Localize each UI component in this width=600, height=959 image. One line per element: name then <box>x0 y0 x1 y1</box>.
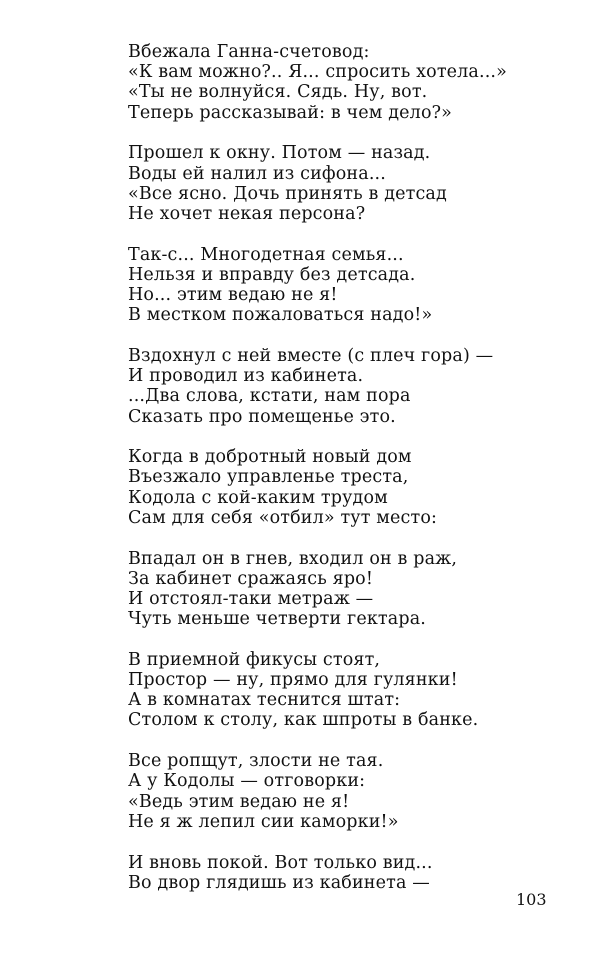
poem-line: Впадал он в гнев, входил он в раж, <box>128 548 458 569</box>
poem-line: В приемной фикусы стоят, <box>128 649 381 670</box>
poem-line: Вздохнул с ней вместе (с плеч гора) — <box>128 345 494 366</box>
poem-line: Так-с... Многодетная семья... <box>128 244 404 265</box>
stanza <box>128 549 568 630</box>
poem-line: Все ропщут, злости не тая. <box>128 751 384 772</box>
poem-line: Воды ей налил из сифона... <box>128 163 386 184</box>
poem-line: Чуть меньше четверти гектара. <box>128 609 426 630</box>
poem-line: Прошел к окну. Потом — назад. <box>128 143 431 164</box>
poem-text <box>128 42 568 913</box>
poem-line: Сам для себя «отбил» тут место: <box>128 507 438 528</box>
stanza <box>128 143 568 224</box>
poem-line: ...Два слова, кстати, нам пора <box>128 386 411 407</box>
poem-line: Въезжало управленье треста, <box>128 467 409 488</box>
poem-line: Столом к столу, как шпроты в банке. <box>128 710 479 731</box>
poem-line: Теперь рассказывай: в чем дело?» <box>128 102 453 123</box>
poem-line: «К вам можно?.. Я... спросить хотела...» <box>128 62 508 83</box>
poem-line: За кабинет сражаясь яро! <box>128 568 374 589</box>
poem-line: «Ведь этим ведаю не я! <box>128 791 350 812</box>
stanza <box>128 447 568 528</box>
poem-line: Простор — ну, прямо для гулянки! <box>128 670 458 691</box>
stanza <box>128 245 568 326</box>
poem-line: «Все ясно. Дочь принять в детсад <box>128 183 447 204</box>
poem-line: Во двор глядишь из кабинета — <box>128 872 430 893</box>
poem-line: «Ты не волнуйся. Сядь. Ну, вот. <box>128 82 428 103</box>
stanza <box>128 853 568 893</box>
stanza <box>128 346 568 427</box>
poem-line: Кодола с кой-каким трудом <box>128 487 388 508</box>
stanza <box>128 42 568 123</box>
poem-line: И вновь покой. Вот только вид... <box>128 852 433 873</box>
poem-line: Вбежала Ганна-счетовод: <box>128 42 370 62</box>
poem-line: Когда в добротный новый дом <box>128 447 412 468</box>
poem-line: Не я ж лепил сии каморки!» <box>128 811 399 832</box>
poem-line: А у Кодолы — отговорки: <box>128 771 366 792</box>
stanza <box>128 650 568 731</box>
poem-line: И проводил из кабинета. <box>128 366 364 387</box>
poem-line: И отстоял-таки метраж — <box>128 588 374 609</box>
poem-line: Нельзя и вправду без детсада. <box>128 264 416 285</box>
stanza <box>128 751 568 832</box>
poem-line: Не хочет некая персона? <box>128 203 366 224</box>
page-number: 103 <box>516 890 547 909</box>
poem-line: А в комнатах теснится штат: <box>128 690 401 711</box>
poem-line: В местком пожаловаться надо!» <box>128 305 433 326</box>
poem-line: Но... этим ведаю не я! <box>128 285 338 306</box>
poem-line: Сказать про помещенье это. <box>128 406 396 427</box>
